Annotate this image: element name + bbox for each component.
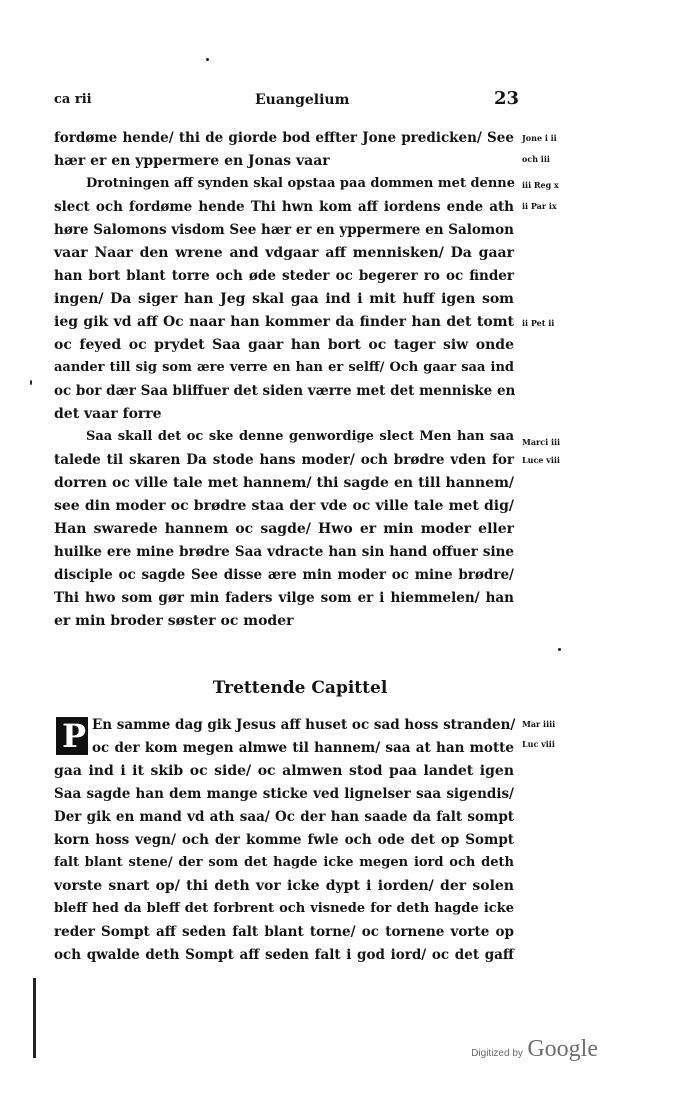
text-line: och qwalde deth Sompt aff seden falt i god iord/ oc det gaff [54,947,514,963]
scan-speck [558,648,561,651]
text-line: bleff hed da bleff det forbrent och visnede for deth hagde icke [54,901,514,916]
margin-reference: Luce viii [522,455,560,465]
text-line: Thi hwo som gør min faders vilge som er i hiemmelen/ han [54,590,514,606]
text-line: Drotningen aff synden skal opstaa paa dommen met denne [86,176,516,191]
text-line: korn hoss vegn/ och der komme fwle och ode det op Sompt [54,832,514,848]
margin-reference: Marci iii [522,437,561,447]
text-line: det vaar forre [54,406,162,422]
scan-edge-mark [33,978,36,1058]
text-line: slect och fordøme hende Thi hwn kom aff iordens ende ath [54,199,514,215]
text-line: reder Sompt aff seden falt blant torne/ oc tornene vorte op [54,924,514,940]
text-line: ieg gik vd aff Oc naar han kommer da finder han det tomt [54,314,514,330]
margin-reference: ii Pet ii [522,318,555,328]
scan-speck [206,58,209,61]
margin-reference: Mar iiii [522,719,556,729]
watermark-prefix: Digitized by [471,1048,523,1059]
google-logo: Google [527,1036,598,1062]
text-line: En samme dag gik Jesus aff huset oc sad hoss stranden/ [92,717,516,733]
text-line: falt blant stene/ der som det hagde icke megen iord och deth [54,855,514,870]
text-line: er min broder søster oc moder [54,613,294,629]
text-line: vaar Naar den wrene and vdgaar aff mennisken/ Da gaar [54,245,514,261]
text-line: oc der kom megen almwe til hannem/ saa at han motte [92,740,514,756]
page-number: 23 [494,88,520,109]
text-line: dorren oc ville tale met hannem/ thi sagde en till hannem/ [54,475,514,491]
margin-reference: iii Reg x [522,180,559,190]
running-header-chapter: ca rii [54,92,92,107]
text-line: oc feyed oc prydet Saa gaar han bort oc tager siw onde [54,337,514,353]
text-line: gaa ind i it skib oc side/ oc almwen stod paa landet igen [54,763,514,779]
text-line: aander till sig som ære verre en han er selff/ Och gaar saa ind [54,360,514,375]
text-line: see din moder oc brødre staa der vde oc ville tale met dig/ [54,498,514,514]
text-line: vorste snart op/ thi deth vor icke dypt i iorden/ der solen [54,878,514,894]
margin-reference: och iii [522,154,550,164]
margin-reference: Jone i ii [522,133,557,143]
text-line: høre Salomons visdom See hær er en yppermere en Salomon [54,222,514,238]
margin-reference: Luc viii [522,739,555,749]
text-line: Han swarede hannem oc sagde/ Hwo er min moder eller [54,521,514,537]
text-line: fordøme hende/ thi de giorde bod effter Jone predicken/ See [54,130,514,146]
scan-speck [30,380,32,385]
text-line: talede til skaren Da stode hans moder/ och brødre vden for [54,452,514,468]
text-line: Saa skall det oc ske denne genwordige slect Men han saa [86,429,514,444]
text-line: Saa sagde han dem mange sticke ved lignelser saa sigendis/ [54,786,514,802]
initial-letter: P [62,717,87,755]
text-line: disciple oc sagde See disse ære min moder oc mine brødre/ [54,567,514,583]
digitized-watermark [471,1036,598,1063]
text-line: huilke ere mine brødre Saa vdracte han sin hand offuer sine [54,544,514,560]
running-header-title: Euangelium [255,92,350,108]
text-line: ingen/ Da siger han Jeg skal gaa ind i mit huff igen som [54,291,514,307]
text-line: hær er en yppermere en Jonas vaar [54,153,330,169]
chapter-heading: Trettende Capittel [212,678,388,698]
margin-reference: ii Par ix [522,201,557,211]
text-line: han bort blant torre och øde steder oc begerer ro oc finder [54,268,514,284]
text-line: oc bor dær Saa bliffuer det siden værre met det menniske en [54,383,516,399]
text-line: Der gik en mand vd ath saa/ Oc der han saade da falt sompt [54,809,514,825]
